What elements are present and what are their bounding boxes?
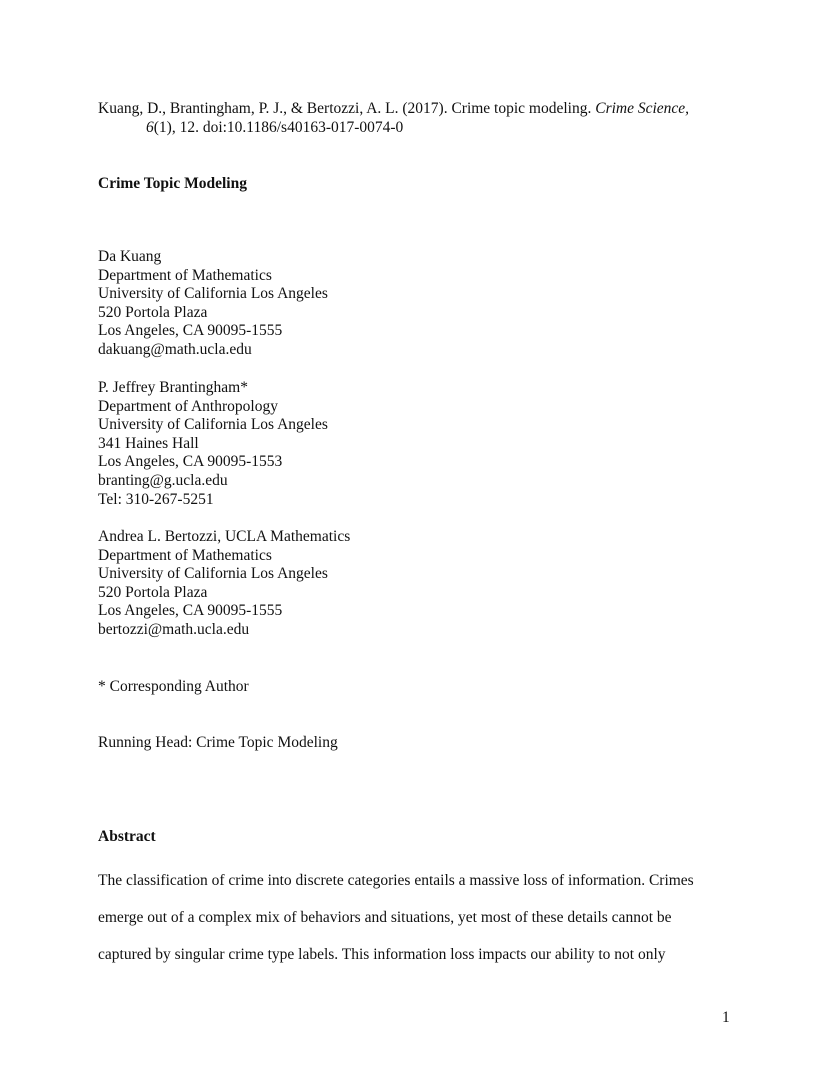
author-city: Los Angeles, CA 90095-1555 <box>98 322 283 340</box>
author-street: 341 Haines Hall <box>98 434 199 452</box>
author-email: branting@g.ucla.edu <box>98 471 228 489</box>
author-city: Los Angeles, CA 90095-1553 <box>98 453 283 471</box>
abstract-line: The classification of crime into discrete categories entails a massive loss of information. Crimes <box>98 872 694 889</box>
abstract-body <box>98 862 730 973</box>
citation-volume: 6 <box>146 119 154 136</box>
author-email: dakuang@math.ucla.edu <box>98 340 252 358</box>
citation-journal: Crime Science, <box>595 100 690 117</box>
author-department: Department of Mathematics <box>98 266 272 284</box>
author-street: 520 Portola Plaza <box>98 583 208 601</box>
author-street: 520 Portola Plaza <box>98 303 208 321</box>
running-head: Running Head: Crime Topic Modeling <box>98 734 338 751</box>
author-block-1 <box>98 248 328 360</box>
author-email: bertozzi@math.ucla.edu <box>98 620 250 638</box>
author-department: Department of Mathematics <box>98 546 272 564</box>
abstract-heading: Abstract <box>98 828 156 845</box>
author-university: University of California Los Angeles <box>98 416 328 434</box>
author-block-3 <box>98 528 350 640</box>
author-city: Los Angeles, CA 90095-1555 <box>98 602 283 620</box>
author-university: University of California Los Angeles <box>98 285 328 303</box>
citation <box>98 99 738 137</box>
abstract-line: captured by singular crime type labels. This information loss impacts our ability to not only <box>98 946 666 963</box>
author-block-2 <box>98 379 328 509</box>
paper-title: Crime Topic Modeling <box>98 175 247 192</box>
author-name: Da Kuang <box>98 248 162 265</box>
author-department: Department of Anthropology <box>98 397 278 415</box>
page-number: 1 <box>722 1009 730 1026</box>
author-name: P. Jeffrey Brantingham* <box>98 379 248 396</box>
corresponding-author-note: * Corresponding Author <box>98 678 249 695</box>
citation-authors: Kuang, D., Brantingham, P. J., & Bertozzi, A. L. (2017). Crime topic modeling. <box>98 100 596 117</box>
citation-rest: (1), 12. doi:10.1186/s40163-017-0074-0 <box>153 119 404 136</box>
author-university: University of California Los Angeles <box>98 565 328 583</box>
abstract-line: emerge out of a complex mix of behaviors and situations, yet most of these details cannot be <box>98 909 672 926</box>
author-name: Andrea L. Bertozzi, UCLA Mathematics <box>98 528 351 545</box>
author-phone: Tel: 310-267-5251 <box>98 490 214 508</box>
